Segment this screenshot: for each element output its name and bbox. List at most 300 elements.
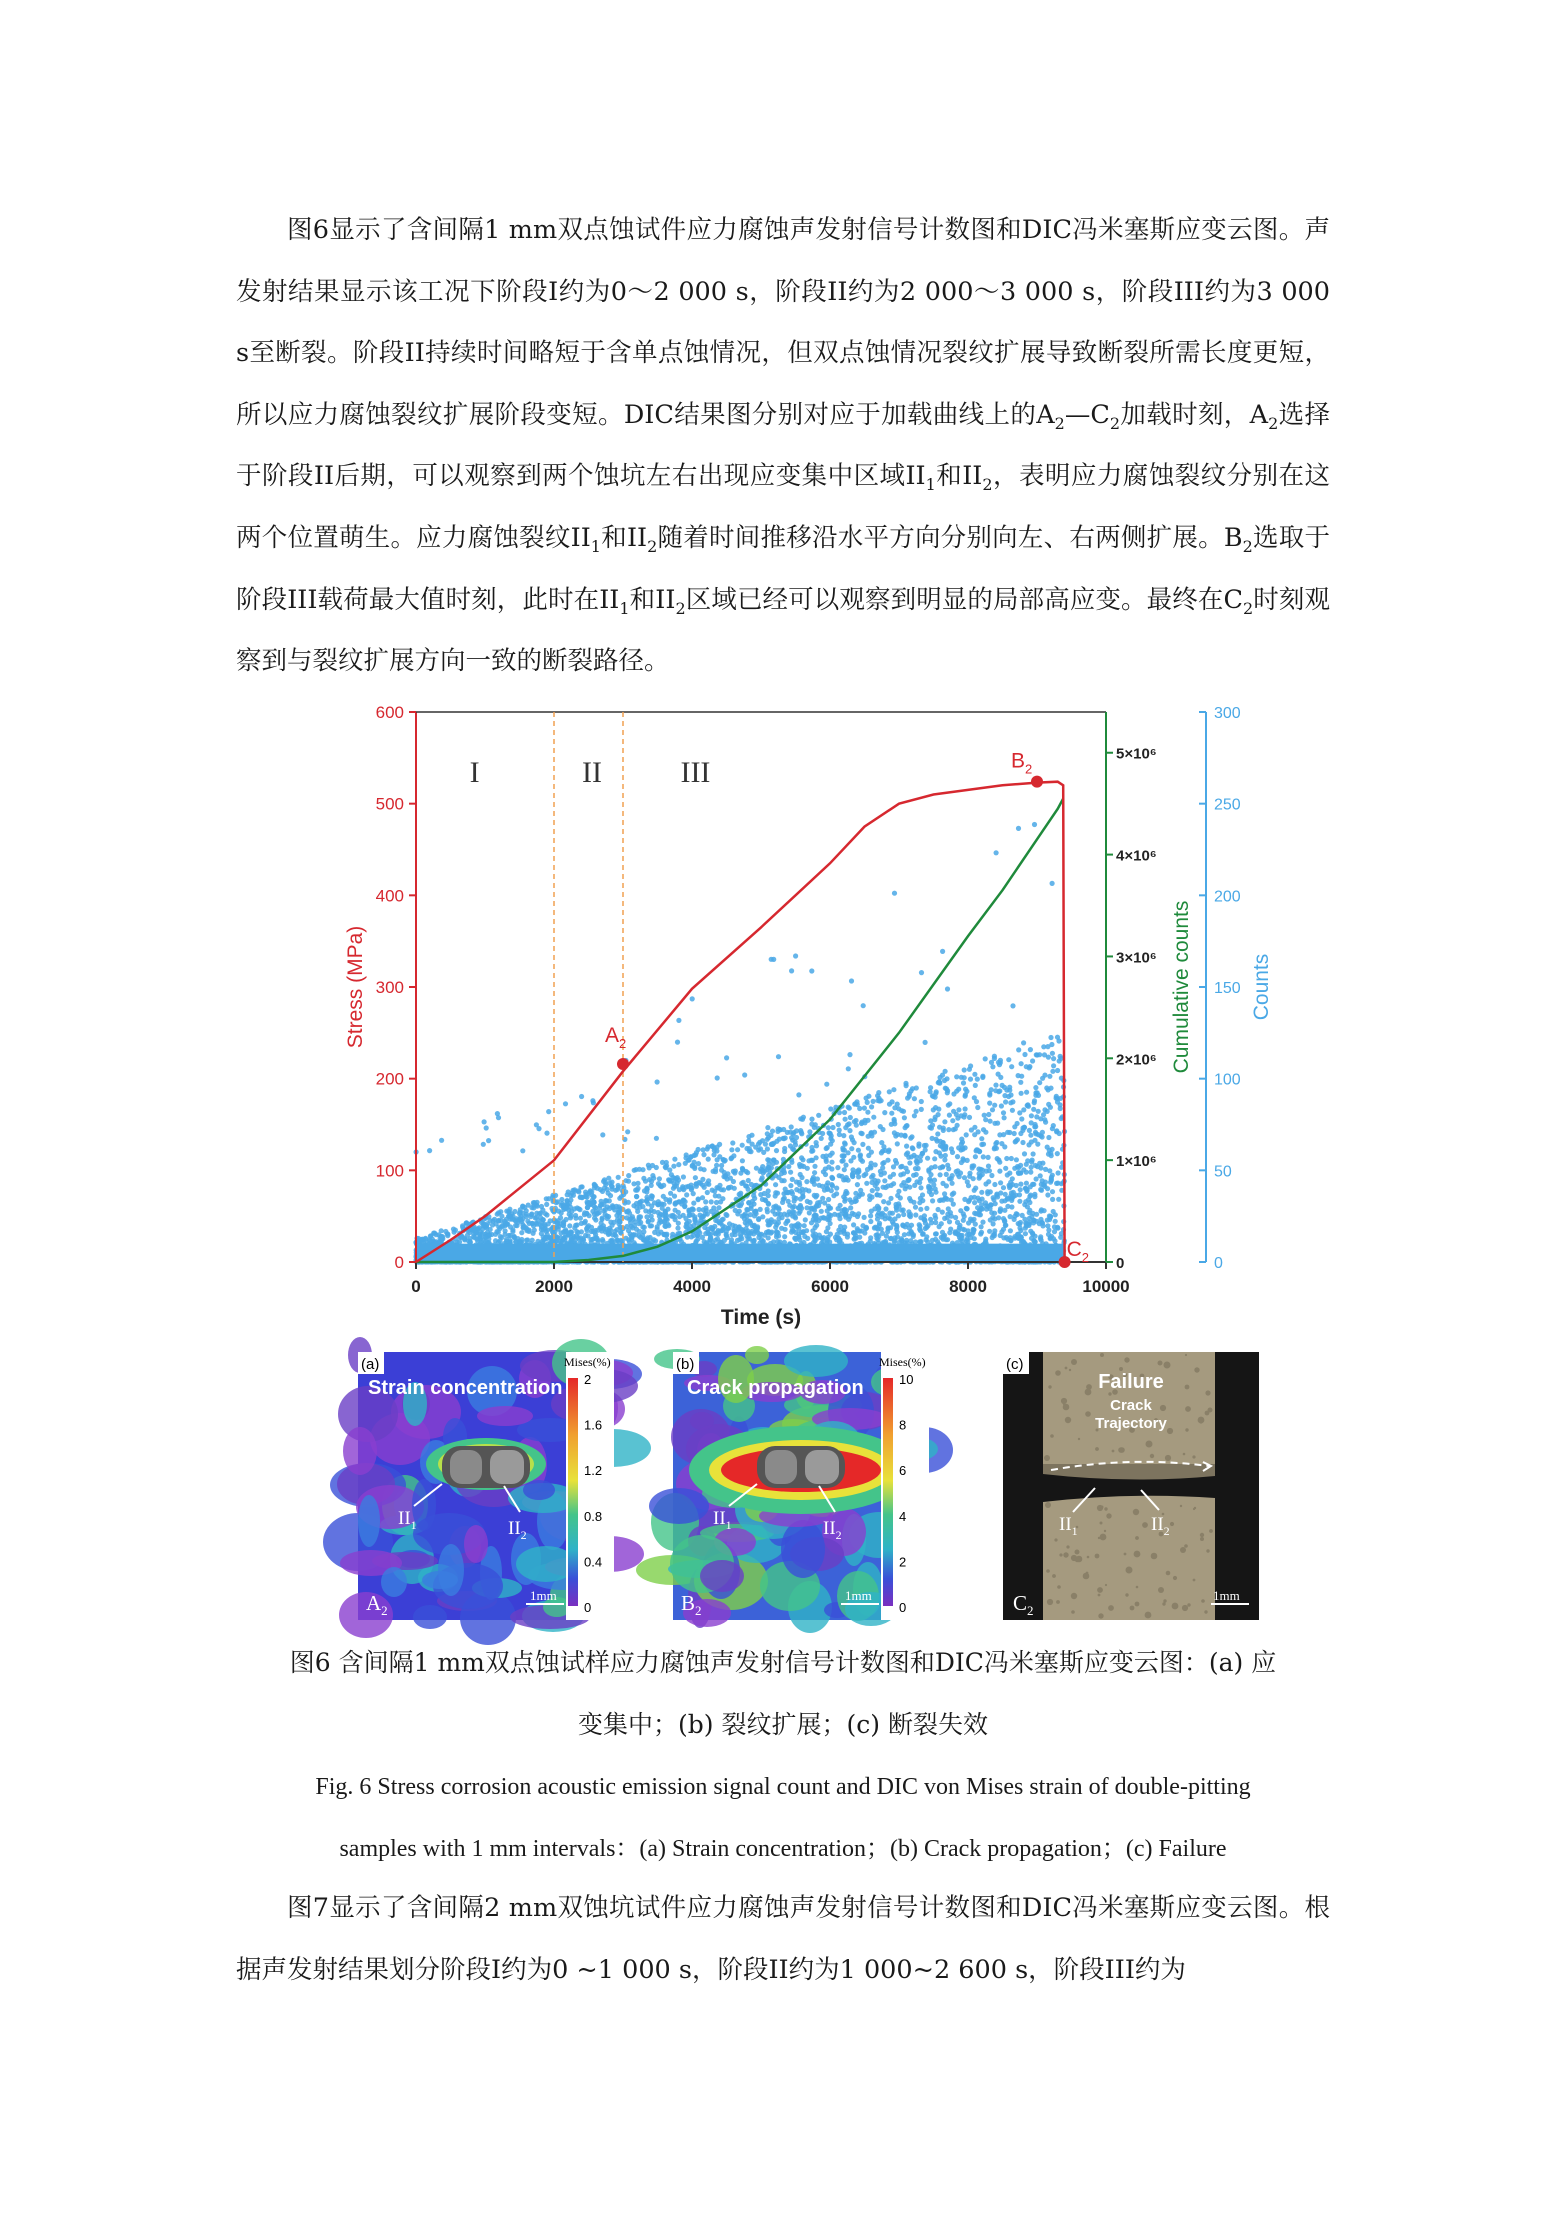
counts-point (942, 1157, 947, 1162)
counts-point (512, 1209, 517, 1214)
counts-point (1017, 1199, 1022, 1204)
counts-point (808, 1206, 813, 1211)
counts-point (876, 1205, 881, 1210)
counts-point (1032, 822, 1037, 827)
counts-point (859, 1120, 864, 1125)
counts-point (1023, 1231, 1028, 1236)
counts-point (584, 1195, 589, 1200)
counts-point (427, 1148, 432, 1153)
counts-point (788, 1170, 793, 1175)
counts-point (959, 1113, 964, 1118)
counts-point (972, 1200, 977, 1205)
counts-point (868, 1213, 873, 1218)
counts-point (744, 1207, 749, 1212)
counts-point (1056, 1170, 1061, 1175)
counts-point (477, 1225, 482, 1230)
counts-point (666, 1177, 671, 1182)
counts-point (857, 1106, 862, 1111)
counts-point (1037, 1080, 1042, 1085)
counts-point (698, 1166, 703, 1171)
counts-point (731, 1179, 736, 1184)
counts-point (760, 1168, 765, 1173)
counts-point (1024, 1181, 1029, 1186)
counts-point (869, 1104, 874, 1109)
counts-point (569, 1209, 574, 1214)
counts-point (1014, 1183, 1019, 1188)
counts-point (889, 1111, 894, 1116)
counts-point (870, 1173, 875, 1178)
counts-point (807, 1129, 812, 1134)
counts-point (781, 1168, 786, 1173)
counts-point (692, 1164, 697, 1169)
counts-point (532, 1228, 537, 1233)
counts-point (793, 953, 798, 958)
counts-point (637, 1167, 642, 1172)
counts-point (919, 1107, 924, 1112)
counts-point (830, 1125, 835, 1130)
counts-point (1048, 1035, 1053, 1040)
counts-point (979, 1224, 984, 1229)
counts-point (1001, 1216, 1006, 1221)
counts-point (753, 1209, 758, 1214)
counts-point (603, 1180, 608, 1185)
counts-point (827, 1206, 832, 1211)
counts-point (1053, 1219, 1058, 1224)
counts-point (850, 1172, 855, 1177)
counts-point (625, 1129, 630, 1134)
counts-point (917, 1239, 922, 1244)
counts-point (576, 1230, 581, 1235)
counts-point (715, 1075, 720, 1080)
counts-point (1046, 1135, 1051, 1140)
counts-point (856, 1148, 861, 1153)
counts-point (691, 1233, 696, 1238)
counts-point (573, 1223, 578, 1228)
counts-point (733, 1208, 738, 1213)
counts-point (1016, 826, 1021, 831)
counts-point (947, 1101, 952, 1106)
counts-point (875, 1192, 880, 1197)
counts-point (918, 1176, 923, 1181)
counts-point (573, 1213, 578, 1218)
counts-point (1024, 1221, 1029, 1226)
counts-point (1055, 1035, 1060, 1040)
counts-point (839, 1159, 844, 1164)
counts-point (823, 1172, 828, 1177)
counts-point (983, 1056, 988, 1061)
counts-point (601, 1239, 606, 1244)
counts-point (793, 1142, 798, 1147)
counts-point (1036, 1109, 1041, 1114)
counts-point (765, 1125, 770, 1130)
counts-point (705, 1212, 710, 1217)
counts-point (907, 1160, 912, 1165)
counts-point (655, 1226, 660, 1231)
counts-point (708, 1237, 713, 1242)
counts-point (843, 1163, 848, 1168)
counts-point (832, 1212, 837, 1217)
counts-point (478, 1236, 483, 1241)
counts-point (834, 1186, 839, 1191)
counts-point (959, 1160, 964, 1165)
counts-point (709, 1199, 714, 1204)
counts-point (802, 1223, 807, 1228)
counts-point (961, 1211, 966, 1216)
counts-point (656, 1231, 661, 1236)
counts-point (1002, 1093, 1007, 1098)
counts-point (911, 1232, 916, 1237)
counts-point (1050, 881, 1055, 886)
counts-point (677, 1214, 682, 1219)
counts-point (1018, 1171, 1023, 1176)
counts-point (751, 1193, 756, 1198)
counts-point (923, 1226, 928, 1231)
counts-point (750, 1223, 755, 1228)
counts-point (913, 1205, 918, 1210)
counts-point (858, 1131, 863, 1136)
counts-point (616, 1175, 621, 1180)
counts-point (776, 1216, 781, 1221)
counts-point (744, 1233, 749, 1238)
counts-point (974, 1099, 979, 1104)
counts-point (954, 1074, 959, 1079)
counts-point (829, 1182, 834, 1187)
counts-point (647, 1209, 652, 1214)
counts-point (871, 1115, 876, 1120)
counts-point (769, 1142, 774, 1147)
counts-point (1037, 1052, 1042, 1057)
counts-point (966, 1183, 971, 1188)
counts-point (963, 1106, 968, 1111)
counts-point (692, 1214, 697, 1219)
counts-point (746, 1178, 751, 1183)
counts-point (1015, 1235, 1020, 1240)
counts-point (998, 1180, 1003, 1185)
counts-point (500, 1224, 505, 1229)
counts-point (993, 1088, 998, 1093)
counts-point (703, 1206, 708, 1211)
counts-point (721, 1217, 726, 1222)
counts-point (1054, 1096, 1059, 1101)
counts-point (1008, 1235, 1013, 1240)
counts-point (973, 1222, 978, 1227)
counts-point (686, 1184, 691, 1189)
counts-point (812, 1164, 817, 1169)
counts-point (973, 1083, 978, 1088)
counts-point (1035, 1142, 1040, 1147)
counts-point (740, 1167, 745, 1172)
counts-point (701, 1147, 706, 1152)
counts-point (933, 1231, 938, 1236)
counts-point (918, 1196, 923, 1201)
counts-point (774, 1205, 779, 1210)
counts-point (1046, 1152, 1051, 1157)
counts-point (860, 1142, 865, 1147)
counts-point (979, 1190, 984, 1195)
counts-point (658, 1212, 663, 1217)
counts-point (938, 1172, 943, 1177)
counts-point (649, 1193, 654, 1198)
counts-point (1054, 1181, 1059, 1186)
counts-point (656, 1202, 661, 1207)
counts-point (687, 1208, 692, 1213)
counts-point (875, 1186, 880, 1191)
counts-point (512, 1218, 517, 1223)
counts-point (585, 1201, 590, 1206)
counts-point (1040, 1161, 1045, 1166)
counts-point (986, 1112, 991, 1117)
counts-point (820, 1196, 825, 1201)
counts-point (579, 1221, 584, 1226)
counts-point (661, 1194, 666, 1199)
counts-point (797, 1180, 802, 1185)
counts-point (979, 1136, 984, 1141)
counts-point (928, 1085, 933, 1090)
counts-point (714, 1185, 719, 1190)
counts-point (783, 1135, 788, 1140)
counts-point (912, 1183, 917, 1188)
counts-point (841, 1133, 846, 1138)
counts-point (979, 1230, 984, 1235)
counts-point (934, 1137, 939, 1142)
counts-point (852, 1140, 857, 1145)
counts-point (1047, 1074, 1052, 1079)
counts-point (1040, 1221, 1045, 1226)
counts-point (699, 1215, 704, 1220)
counts-point (1009, 1156, 1014, 1161)
counts-point (856, 1174, 861, 1179)
counts-point (872, 1130, 877, 1135)
counts-point (921, 1231, 926, 1236)
counts-point (939, 1221, 944, 1226)
counts-point (670, 1232, 675, 1237)
counts-point (958, 1170, 963, 1175)
counts-point (854, 1123, 859, 1128)
counts-point (1042, 1208, 1047, 1213)
counts-point (968, 1235, 973, 1240)
counts-point (731, 1153, 736, 1158)
counts-point (972, 1125, 977, 1130)
counts-point (1031, 1182, 1036, 1187)
counts-point (937, 1079, 942, 1084)
counts-point (790, 1177, 795, 1182)
counts-point (549, 1226, 554, 1231)
counts-point (1003, 1099, 1008, 1104)
counts-point (852, 1235, 857, 1240)
counts-point (1001, 1185, 1006, 1190)
counts-point (997, 1169, 1002, 1174)
counts-point (917, 1227, 922, 1232)
counts-point (928, 1179, 933, 1184)
counts-point (742, 1072, 747, 1077)
counts-point (868, 1235, 873, 1240)
counts-point (530, 1221, 535, 1226)
counts-point (705, 1230, 710, 1235)
counts-point (895, 1141, 900, 1146)
counts-point (919, 1099, 924, 1104)
counts-point (1050, 1197, 1055, 1202)
counts-point (842, 1148, 847, 1153)
counts-point (657, 1183, 662, 1188)
counts-point (800, 1194, 805, 1199)
counts-point (849, 1146, 854, 1151)
counts-point (936, 1207, 941, 1212)
counts-point (1028, 1133, 1033, 1138)
counts-point (894, 1205, 899, 1210)
counts-point (730, 1140, 735, 1145)
counts-point (852, 1212, 857, 1217)
counts-point (766, 1222, 771, 1227)
counts-point (972, 1072, 977, 1077)
counts-point (990, 1107, 995, 1112)
counts-point (800, 1187, 805, 1192)
counts-point (1008, 1100, 1013, 1105)
counts-point (1003, 1166, 1008, 1171)
counts-point (945, 1215, 950, 1220)
counts-point (793, 1215, 798, 1220)
counts-point (911, 1200, 916, 1205)
counts-point (830, 1151, 835, 1156)
counts-point (906, 1177, 911, 1182)
counts-point (1010, 1108, 1015, 1113)
counts-point (753, 1145, 758, 1150)
counts-point (544, 1131, 549, 1136)
counts-point (792, 1236, 797, 1241)
counts-point (827, 1212, 832, 1217)
counts-point (959, 1075, 964, 1080)
counts-point (1018, 1187, 1023, 1192)
counts-point (841, 1153, 846, 1158)
counts-point (873, 1162, 878, 1167)
counts-point (1017, 1110, 1022, 1115)
counts-point (1020, 1125, 1025, 1130)
counts-point (794, 1223, 799, 1228)
counts-point (828, 1232, 833, 1237)
counts-point (995, 1121, 1000, 1126)
counts-point (820, 1184, 825, 1189)
counts-point (1055, 1226, 1060, 1231)
counts-point (1058, 1054, 1063, 1059)
counts-point (1010, 1003, 1015, 1008)
counts-point (933, 1220, 938, 1225)
counts-point (559, 1197, 564, 1202)
counts-point (606, 1214, 611, 1219)
counts-point (1029, 1160, 1034, 1165)
counts-point (847, 1128, 852, 1133)
counts-point (526, 1229, 531, 1234)
counts-point (606, 1191, 611, 1196)
counts-point (876, 1090, 881, 1095)
counts-point (684, 1192, 689, 1197)
counts-point (1032, 1194, 1037, 1199)
counts-point (630, 1234, 635, 1239)
counts-point (691, 1201, 696, 1206)
counts-point (760, 1197, 765, 1202)
counts-point (793, 1196, 798, 1201)
counts-point (926, 1184, 931, 1189)
counts-point (648, 1235, 653, 1240)
counts-point (746, 1138, 751, 1143)
counts-point (1057, 1058, 1062, 1063)
counts-point (837, 1132, 842, 1137)
counts-point (595, 1211, 600, 1216)
counts-point (943, 1069, 948, 1074)
counts-point (907, 1196, 912, 1201)
counts-point (672, 1194, 677, 1199)
counts-point (965, 1158, 970, 1163)
counts-point (886, 1149, 891, 1154)
counts-point (782, 1234, 787, 1239)
counts-point (717, 1154, 722, 1159)
counts-point (874, 1233, 879, 1238)
counts-point (964, 1206, 969, 1211)
counts-point (989, 1060, 994, 1065)
counts-point (987, 1092, 992, 1097)
counts-point (499, 1235, 504, 1240)
counts-point (631, 1181, 636, 1186)
counts-point (886, 1226, 891, 1231)
counts-point (630, 1214, 635, 1219)
counts-point (705, 1190, 710, 1195)
counts-point (789, 1124, 794, 1129)
counts-point (1007, 1171, 1012, 1176)
counts-point (891, 1221, 896, 1226)
counts-point (995, 1156, 1000, 1161)
counts-point (581, 1236, 586, 1241)
counts-point (868, 1219, 873, 1224)
counts-point (663, 1165, 668, 1170)
counts-point (520, 1148, 525, 1153)
counts-point (771, 1239, 776, 1244)
counts-point (1019, 1116, 1024, 1121)
counts-point (667, 1199, 672, 1204)
counts-point (849, 978, 854, 983)
counts-point (986, 1164, 991, 1169)
counts-point (718, 1199, 723, 1204)
counts-point (853, 1118, 858, 1123)
counts-point (905, 1169, 910, 1174)
counts-point (933, 1105, 938, 1110)
counts-point (781, 1197, 786, 1202)
counts-point (638, 1214, 643, 1219)
counts-point (765, 1137, 770, 1142)
counts-point (1022, 1052, 1027, 1057)
counts-point (909, 1154, 914, 1159)
counts-point (1048, 1236, 1053, 1241)
counts-point (751, 1201, 756, 1206)
counts-point (926, 1169, 931, 1174)
counts-point (981, 1154, 986, 1159)
counts-point (584, 1211, 589, 1216)
counts-point (782, 1146, 787, 1151)
counts-point (550, 1193, 555, 1198)
counts-point (671, 1175, 676, 1180)
counts-point (852, 1199, 857, 1204)
counts-point (846, 1105, 851, 1110)
counts-point (1020, 1140, 1025, 1145)
counts-point (825, 1187, 830, 1192)
counts-point (696, 1196, 701, 1201)
counts-point (713, 1231, 718, 1236)
counts-point (899, 1108, 904, 1113)
counts-point (887, 1102, 892, 1107)
counts-point (1019, 1091, 1024, 1096)
counts-point (828, 1136, 833, 1141)
counts-point (843, 1117, 848, 1122)
counts-point (755, 1226, 760, 1231)
counts-point (945, 1088, 950, 1093)
counts-point (866, 1153, 871, 1158)
